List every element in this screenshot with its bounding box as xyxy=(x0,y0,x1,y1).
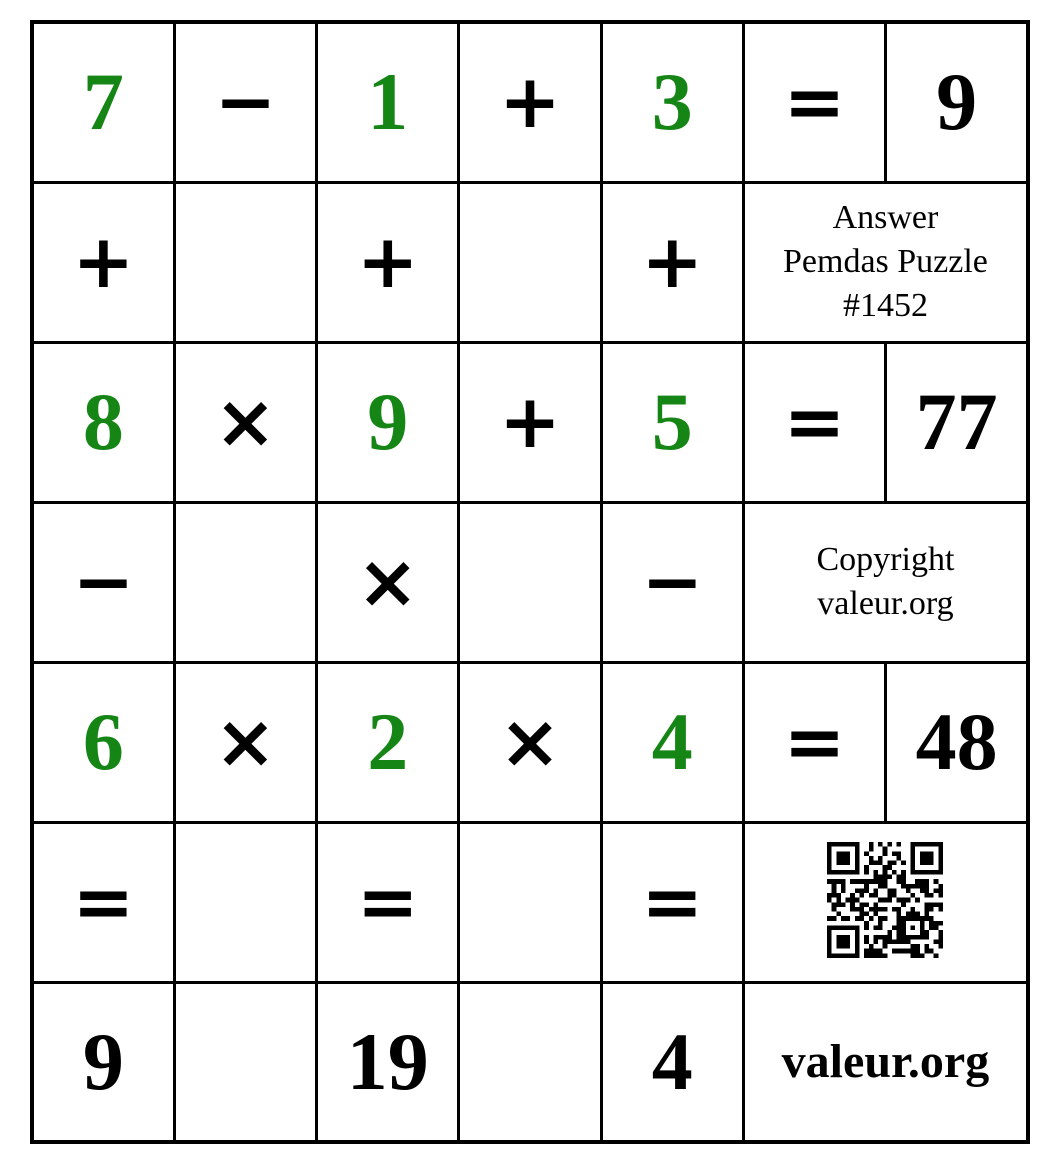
number-cell: 4 xyxy=(601,982,743,1142)
number-cell: 48 xyxy=(886,662,1028,822)
operator-plus-cell: + xyxy=(601,182,743,342)
number-cell: 7 xyxy=(32,22,174,182)
operator-equals-cell: = xyxy=(32,822,174,982)
number-cell: 8 xyxy=(32,342,174,502)
number-cell: 5 xyxy=(601,342,743,502)
label-line: Pemdas Puzzle xyxy=(783,242,988,280)
number-cell: 9 xyxy=(32,982,174,1142)
label-line: Answer xyxy=(832,198,939,236)
qr-code-icon xyxy=(827,842,943,958)
blank-cell xyxy=(459,182,601,342)
number-cell: 9 xyxy=(317,342,459,502)
blank-cell xyxy=(459,982,601,1142)
label-line: valeur.org xyxy=(817,585,954,622)
operator-plus-cell: + xyxy=(317,182,459,342)
operator-minus-cell: − xyxy=(601,502,743,662)
copyright-label xyxy=(743,502,1028,662)
operator-times-cell: × xyxy=(317,502,459,662)
number-cell: 3 xyxy=(601,22,743,182)
operator-times-cell: × xyxy=(174,342,316,502)
operator-plus-cell: + xyxy=(32,182,174,342)
answer-title-label xyxy=(743,182,1028,342)
number-cell: 77 xyxy=(886,342,1028,502)
number-cell: 9 xyxy=(886,22,1028,182)
blank-cell xyxy=(174,502,316,662)
puzzle-row xyxy=(32,342,1028,502)
operator-minus-cell: − xyxy=(174,22,316,182)
number-cell: 6 xyxy=(32,662,174,822)
blank-cell xyxy=(459,822,601,982)
puzzle-row xyxy=(32,662,1028,822)
number-cell: 2 xyxy=(317,662,459,822)
operator-equals-cell: = xyxy=(601,822,743,982)
operator-plus-cell: + xyxy=(459,22,601,182)
operator-equals-cell: = xyxy=(743,662,885,822)
puzzle-row xyxy=(32,182,1028,342)
operator-plus-cell: + xyxy=(459,342,601,502)
label-line: Copyright xyxy=(816,540,955,578)
blank-cell xyxy=(174,822,316,982)
qr-cell xyxy=(743,822,1028,982)
operator-equals-cell: = xyxy=(743,342,885,502)
number-cell: 1 xyxy=(317,22,459,182)
operator-times-cell: × xyxy=(459,662,601,822)
puzzle-row xyxy=(32,22,1028,182)
puzzle-row xyxy=(32,822,1028,982)
blank-cell xyxy=(459,502,601,662)
number-cell: 4 xyxy=(601,662,743,822)
pemdas-puzzle-grid xyxy=(30,20,1030,1144)
site-label xyxy=(743,982,1028,1142)
label-line: #1452 xyxy=(842,287,928,325)
blank-cell xyxy=(174,182,316,342)
blank-cell xyxy=(174,982,316,1142)
label-line: valeur.org xyxy=(781,1034,990,1088)
puzzle-row xyxy=(32,502,1028,662)
puzzle-row xyxy=(32,982,1028,1142)
number-cell: 19 xyxy=(317,982,459,1142)
operator-minus-cell: − xyxy=(32,502,174,662)
operator-times-cell: × xyxy=(174,662,316,822)
operator-equals-cell: = xyxy=(743,22,885,182)
operator-equals-cell: = xyxy=(317,822,459,982)
